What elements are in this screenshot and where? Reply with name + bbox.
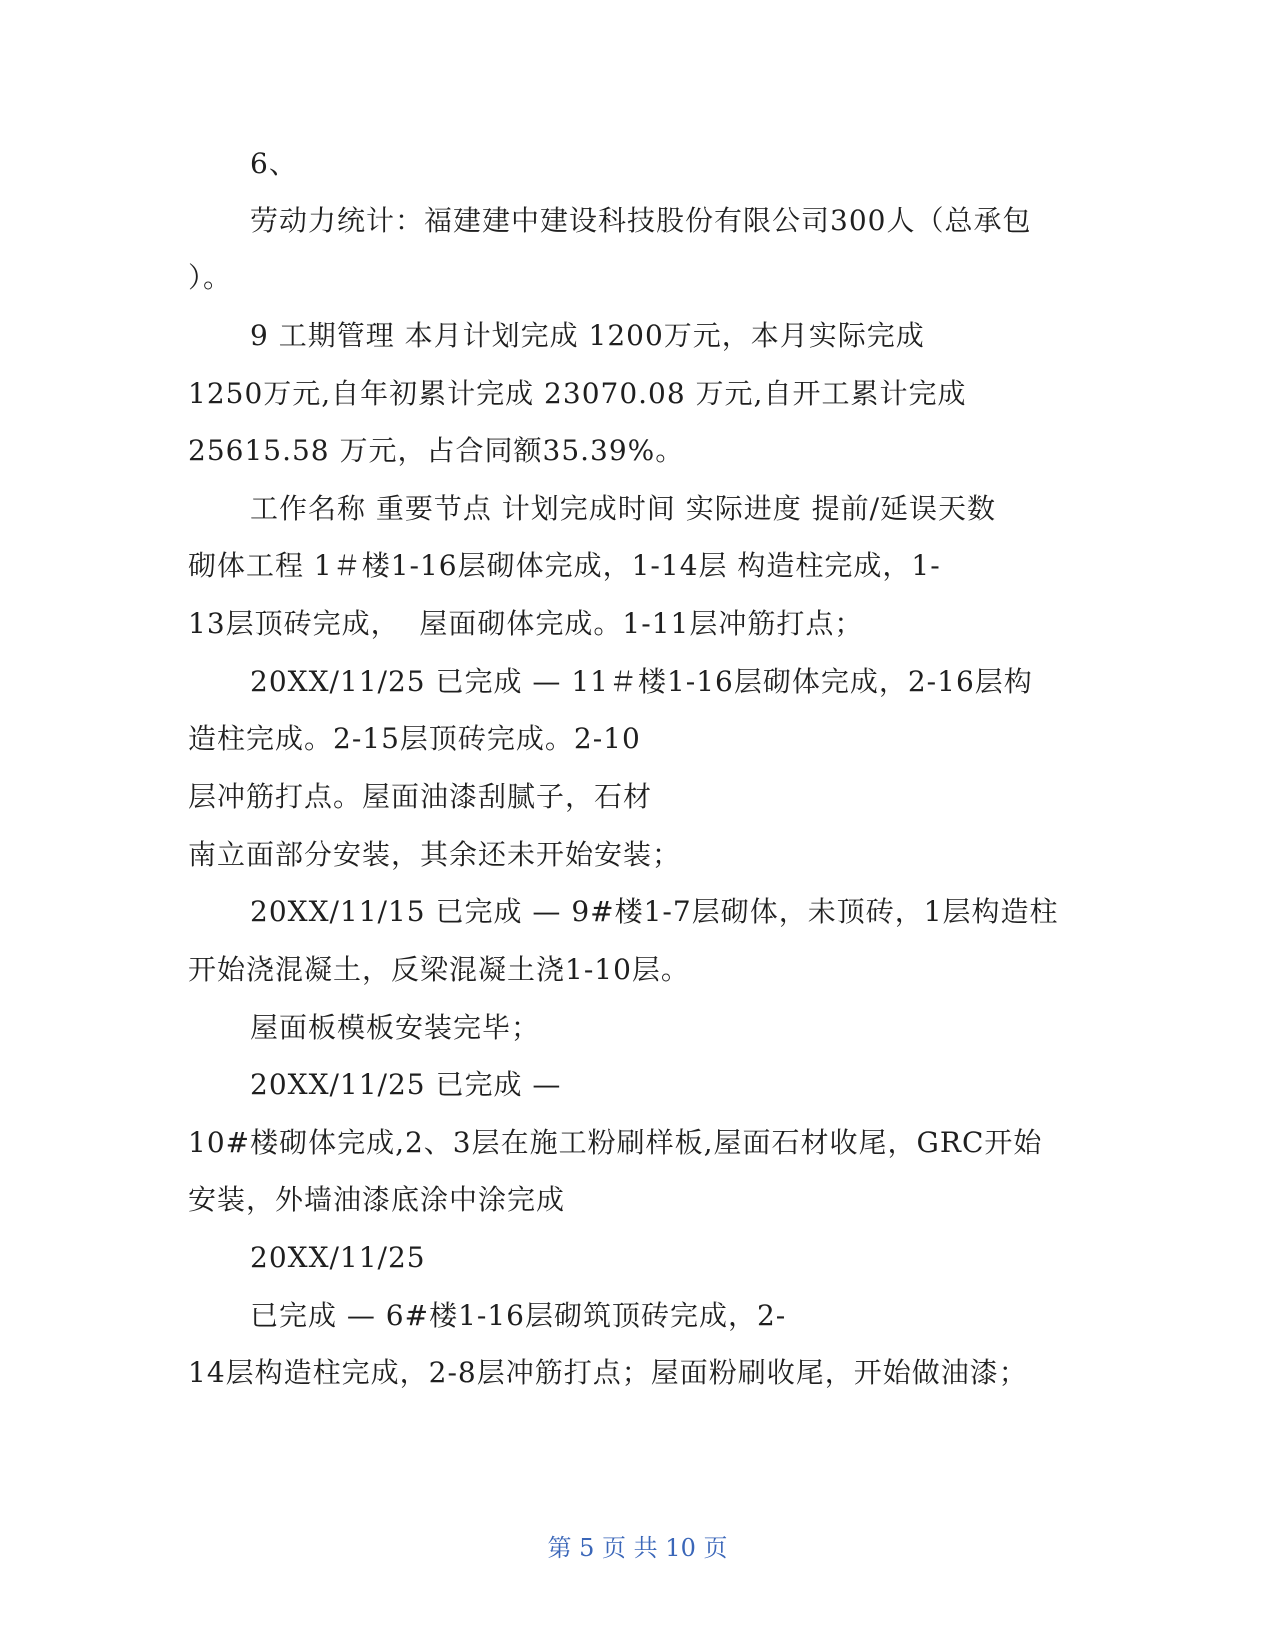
text-line: 10#楼砌体完成,2、3层在施工粉刷样板,屋面石材收尾，GRC开始 bbox=[188, 1126, 1043, 1159]
text-line: 20XX/11/25 已完成 — bbox=[250, 1068, 562, 1101]
text-line: ）。 bbox=[188, 261, 233, 294]
page-number-footer: 第 5 页 共 10 页 bbox=[547, 1534, 728, 1562]
text-line: 20XX/11/25 bbox=[250, 1241, 426, 1274]
text-line: 造柱完成。2-15层顶砖完成。2-10 bbox=[188, 722, 641, 755]
text-line: 14层构造柱完成，2-8层冲筋打点；屋面粉刷收尾，开始做油漆； bbox=[188, 1356, 1028, 1389]
text-line: 屋面板模板安装完毕； bbox=[250, 1011, 541, 1044]
text-line: 已完成 — 6#楼1-16层砌筑顶砖完成，2- bbox=[250, 1299, 787, 1332]
text-line: 9 工期管理 本月计划完成 1200万元，本月实际完成 bbox=[250, 319, 925, 352]
text-line: 13层顶砖完成， 屋面砌体完成。1-11层冲筋打点； bbox=[188, 607, 864, 640]
text-line: 安装，外墙油漆底涂中涂完成 bbox=[188, 1183, 566, 1216]
text-line: 劳动力统计：福建建中建设科技股份有限公司300人（总承包 bbox=[250, 204, 1032, 237]
text-line: 南立面部分安装，其余还未开始安装； bbox=[188, 838, 682, 871]
text-line: 20XX/11/15 已完成 — 9#楼1-7层砌体，未顶砖，1层构造柱 bbox=[250, 895, 1059, 928]
text-line: 1250万元,自年初累计完成 23070.08 万元,自开工累计完成 bbox=[188, 377, 967, 410]
text-line: 25615.58 万元，占合同额35.39%。 bbox=[188, 434, 685, 467]
text-line: 开始浇混凝土，反梁混凝土浇1-10层。 bbox=[188, 953, 690, 986]
text-line: 20XX/11/25 已完成 — 11＃楼1-16层砌体完成，2-16层构 bbox=[250, 665, 1033, 698]
text-line: 砌体工程 1＃楼1-16层砌体完成，1-14层 构造柱完成，1- bbox=[188, 549, 941, 582]
text-line: 层冲筋打点。屋面油漆刮腻子，石材 bbox=[188, 780, 653, 813]
text-line: 6、 bbox=[250, 147, 298, 180]
text-line: 工作名称 重要节点 计划完成时间 实际进度 提前/延误天数 bbox=[250, 492, 997, 525]
